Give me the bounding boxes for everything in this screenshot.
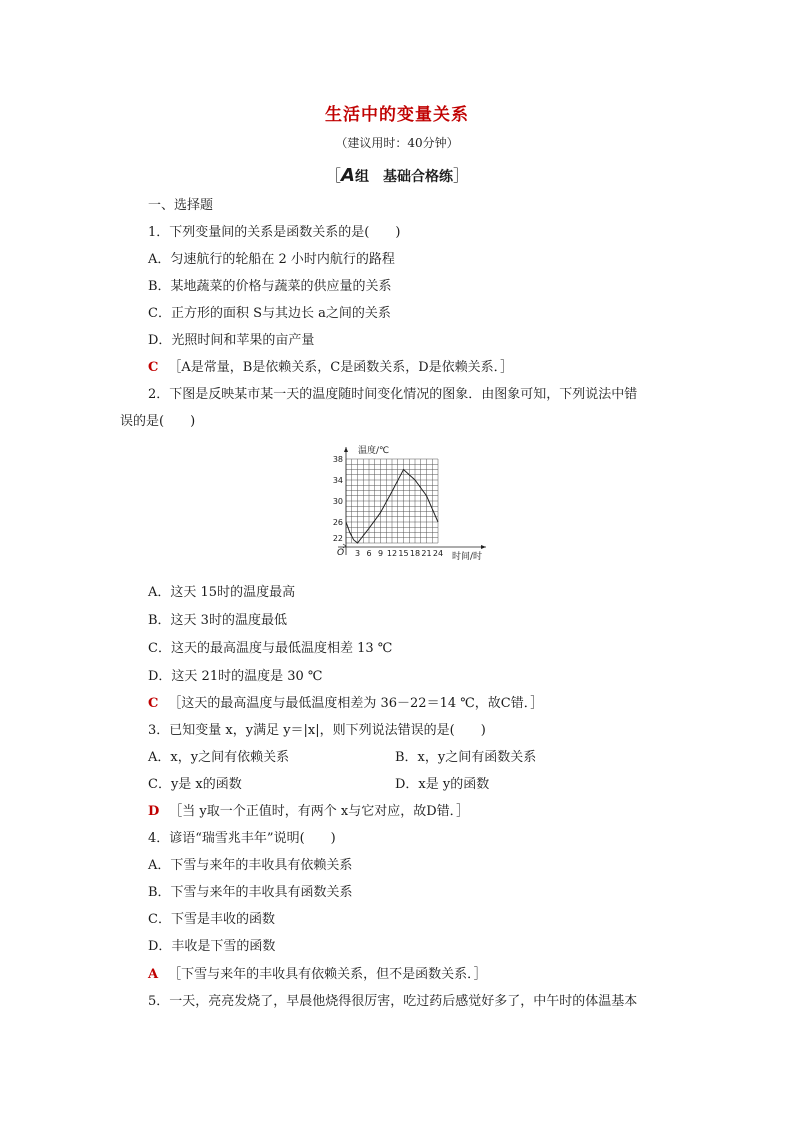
q3-answer: D [148, 804, 160, 819]
chart-grid [346, 459, 438, 543]
q2-option-d: D．这天 21时的温度是 30 ℃ [148, 669, 323, 684]
x-tick-label: 18 [409, 549, 421, 558]
y-tick-label: 22 [332, 534, 343, 543]
x-tick-label: 6 [366, 549, 372, 558]
q2-answer: C [148, 696, 159, 711]
y-tick-label: 26 [332, 518, 343, 527]
suggested-time: （建议用时：40分钟） [335, 136, 459, 150]
origin-label: O [337, 548, 345, 558]
q1-stem: 1．下列变量间的关系是函数关系的是( ) [148, 225, 401, 240]
q3-option-d: D．x是 y的函数 [395, 777, 490, 792]
q3-option-a: A．x，y之间有依赖关系 [148, 750, 290, 765]
q3-options-row1 [148, 749, 289, 767]
group-bracket-close: ］ [452, 166, 469, 185]
x-axis-arrow [481, 545, 486, 549]
q4-stem: 4．谚语“瑞雪兆丰年”说明( ) [148, 831, 336, 846]
page-title: 生活中的变量关系 [325, 105, 469, 125]
group-title: 组 基础合格练 [354, 169, 453, 185]
x-axis-label: 时间/时 [452, 552, 483, 562]
y-axis-arrow [344, 447, 348, 452]
q4-option-d: D．丰收是下雪的函数 [148, 939, 276, 954]
q4-explanation: ［下雪与来年的丰收具有依赖关系，但不是函数关系．］ [168, 967, 487, 982]
group-heading [0, 163, 794, 186]
q5-stem: 5．一天，亮亮发烧了，早晨他烧得很厉害，吃过药后感觉好多了，中午时的体温基本 [148, 994, 638, 1009]
q2-option-c: C．这天的最高温度与最低温度相差 13 ℃ [148, 641, 393, 656]
group-bracket-open: ［ [325, 166, 342, 185]
x-tick-label: 12 [386, 549, 398, 558]
q4-option-c: C．下雪是丰收的函数 [148, 912, 275, 927]
y-tick-label: 34 [332, 476, 343, 485]
x-tick-label: 21 [421, 549, 432, 558]
q1-explanation: ［A是常量，B是依赖关系，C是函数关系，D是依赖关系．］ [168, 360, 514, 375]
q3-answer-line [148, 803, 469, 821]
y-tick-label: 30 [332, 497, 343, 506]
y-axis-label: 温度/℃ [358, 446, 390, 456]
q4-option-b: B．下雪与来年的丰收具有函数关系 [148, 885, 353, 900]
q3-explanation: ［当 y取一个正值时，有两个 x与它对应，故D错．］ [169, 804, 470, 819]
q4-answer-line [148, 966, 487, 984]
q3-options-row2 [148, 776, 242, 794]
y-tick-labels [333, 455, 343, 543]
temperature-chart [326, 443, 494, 573]
group-letter: A [341, 165, 355, 186]
q3-option-b: B．x，y之间有函数关系 [395, 750, 537, 765]
q2-explanation: ［这天的最高温度与最低温度相差为 36－22＝14 ℃，故C错．］ [168, 696, 544, 711]
q2-stem-line2: 误的是( ) [120, 414, 196, 429]
x-tick-label: 15 [398, 549, 409, 558]
q3-stem: 3．已知变量 x，y满足 y＝|x|，则下列说法错误的是( ) [148, 723, 486, 738]
section-heading: 一、选择题 [148, 198, 214, 213]
q1-option-b: B．某地蔬菜的价格与蔬菜的供应量的关系 [148, 279, 392, 294]
q1-option-d: D．光照时间和苹果的亩产量 [148, 333, 315, 348]
q1-answer: C [148, 360, 159, 375]
q4-option-a: A．下雪与来年的丰收具有依赖关系 [148, 858, 353, 873]
q2-answer-line [148, 695, 543, 713]
y-tick-label: 38 [332, 455, 343, 464]
q1-option-a: A．匀速航行的轮船在 2 小时内航行的路程 [148, 252, 395, 267]
q1-answer-line [148, 359, 513, 377]
q2-stem-line1: 2．下图是反映某市某一天的温度随时间变化情况的图象．由图象可知，下列说法中错 [148, 387, 638, 402]
q3-option-c: C．y是 x的函数 [148, 777, 242, 792]
x-tick-label: 9 [377, 549, 384, 558]
q2-option-b: B．这天 3时的温度最低 [148, 613, 287, 628]
q2-option-a: A．这天 15时的温度最高 [148, 585, 296, 600]
x-tick-label: 3 [354, 549, 361, 558]
x-tick-labels [355, 549, 443, 558]
q4-answer: A [148, 967, 159, 982]
x-tick-label: 24 [432, 549, 444, 558]
q1-option-c: C．正方形的面积 S与其边长 a之间的关系 [148, 306, 391, 321]
